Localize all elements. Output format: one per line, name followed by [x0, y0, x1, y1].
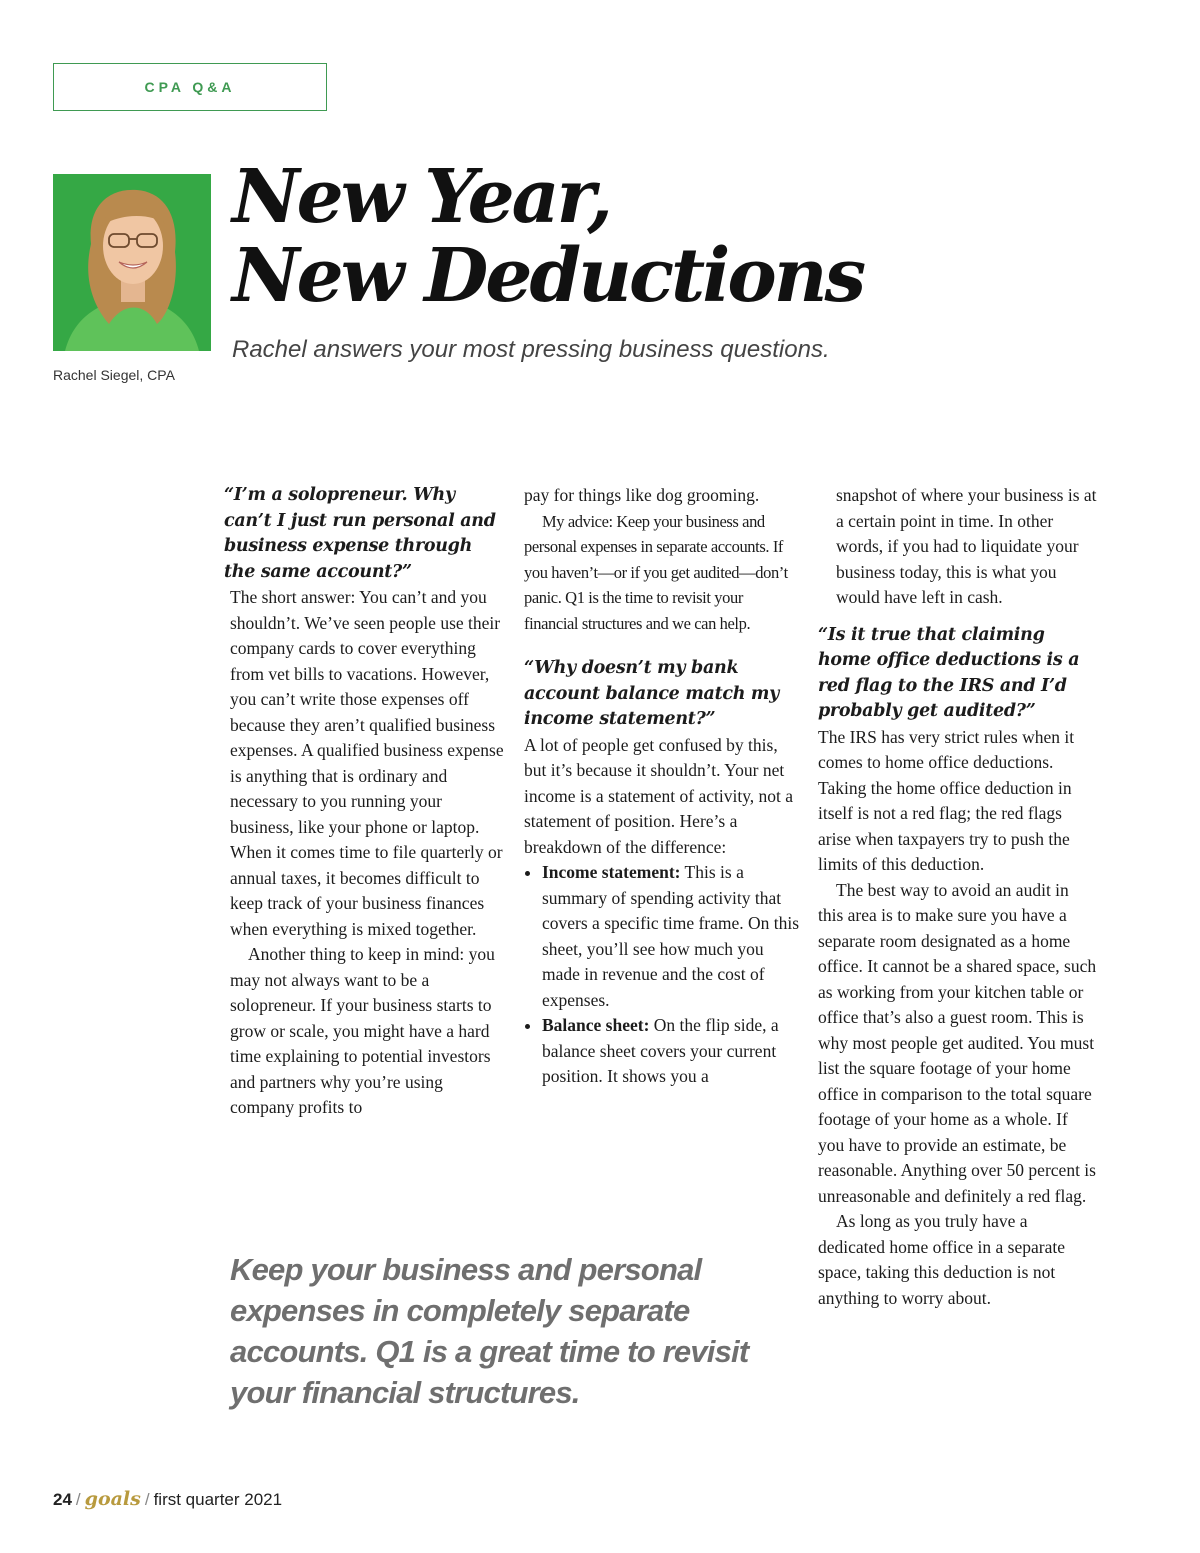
bullet-income-statement: • Income statement: This is a summary of spending activity that covers a specific time frame. On this sheet, you’ll see how much you made in revenue and the cost of expenses.: [542, 860, 800, 1013]
article-column-3: [818, 483, 1098, 1311]
pull-quote: Keep your business and personal expenses in completely separate accounts. Q1 is a great time to revisit your financial structures.: [230, 1252, 749, 1410]
page-footer: 24 / goals / first quarter 2021: [53, 1488, 283, 1510]
author-caption: Rachel Siegel, CPA: [53, 367, 175, 383]
page-number: 24: [53, 1490, 72, 1509]
bullet-balance-sheet: • Balance sheet: On the flip side, a balance sheet covers your current position. It shows you a: [542, 1013, 800, 1090]
question-1: “I’m a solopreneur. Why can’t I just run personal and business expense through the same account?”: [224, 485, 496, 582]
headline: [232, 154, 864, 319]
answer-1-paragraph-2: Another thing to keep in mind: you may not always want to be a solopreneur. If your business starts to grow or scale, you might have a hard time explaining to potential investors and partners why you’re using company profits to: [230, 944, 495, 1117]
section-label-box: [53, 63, 327, 111]
issue-label: first quarter 2021: [153, 1490, 283, 1509]
question-3: “Is it true that claiming home office deductions is a red flag to the IRS and I’d probably get audited?”: [818, 624, 1080, 721]
headline-line-1: New Year,: [232, 154, 610, 240]
deck-subtitle: Rachel answers your most pressing business questions.: [232, 336, 830, 363]
answer-2-continued: snapshot of where your business is at a certain point in time. In other words, if you had to liquidate your business today, this is what you would have left in cash.: [836, 485, 1097, 607]
section-label: CPA Q&A: [144, 79, 236, 95]
answer-3-paragraph-2: The best way to avoid an audit in this area is to make sure you have a separate room designated as a home office. It cannot be a shared space, such as working from your kitchen table or office that’s also a guest room. This is why most people get audited. You must list the square footage of your home office in comparison to the total square footage of your home as a whole. If you have to provide an estimate, be reasonable. Anything over 50 percent is unreasonable and definitely a red flag.: [818, 879, 1097, 1206]
author-portrait: [53, 174, 211, 351]
article-column-2: [524, 483, 800, 1090]
answer-1-continued: pay for things like dog grooming.: [524, 485, 760, 505]
question-2: “Why doesn’t my bank account balance match my income statement?”: [524, 658, 780, 729]
answer-1-paragraph-1: The short answer: You can’t and you shouldn’t. We’ve seen people use their company cards to cover everything from vet bills to vacations. However, you can’t write those expenses off because they aren’t qualified business expenses. A qualified business expense is anything that is ordinary and necessary to you running your business, like your phone or laptop. When it comes time to file quarterly or annual taxes, it becomes difficult to keep track of your business finances when everything is mixed together.: [230, 587, 504, 939]
magazine-brand: goals: [84, 1488, 141, 1510]
answer-2-paragraph-1: A lot of people get confused by this, but it’s because it shouldn’t. Your net income is a statement of activity, not a statement of position. Here’s a breakdown of the difference:: [524, 734, 794, 857]
article-column-1: [224, 483, 506, 1121]
answer-2-bullet-list: [524, 860, 800, 1090]
headline-line-2: New Deductions: [232, 233, 864, 319]
answer-3-paragraph-1: The IRS has very strict rules when it comes to home office deductions. Taking the home office deduction in itself is not a red flag; the red flags arise when taxpayers try to push the limits of this deduction.: [818, 726, 1075, 874]
answer-3-paragraph-3: As long as you truly have a dedicated home office in a separate space, taking this deduction is not anything to worry about.: [818, 1211, 1065, 1308]
answer-1-advice: My advice: Keep your business and personal expenses in separate accounts. If you haven’t—or if you get audited—don’t panic. Q1 is the time to revisit your financial structures and we can help.: [524, 511, 788, 633]
